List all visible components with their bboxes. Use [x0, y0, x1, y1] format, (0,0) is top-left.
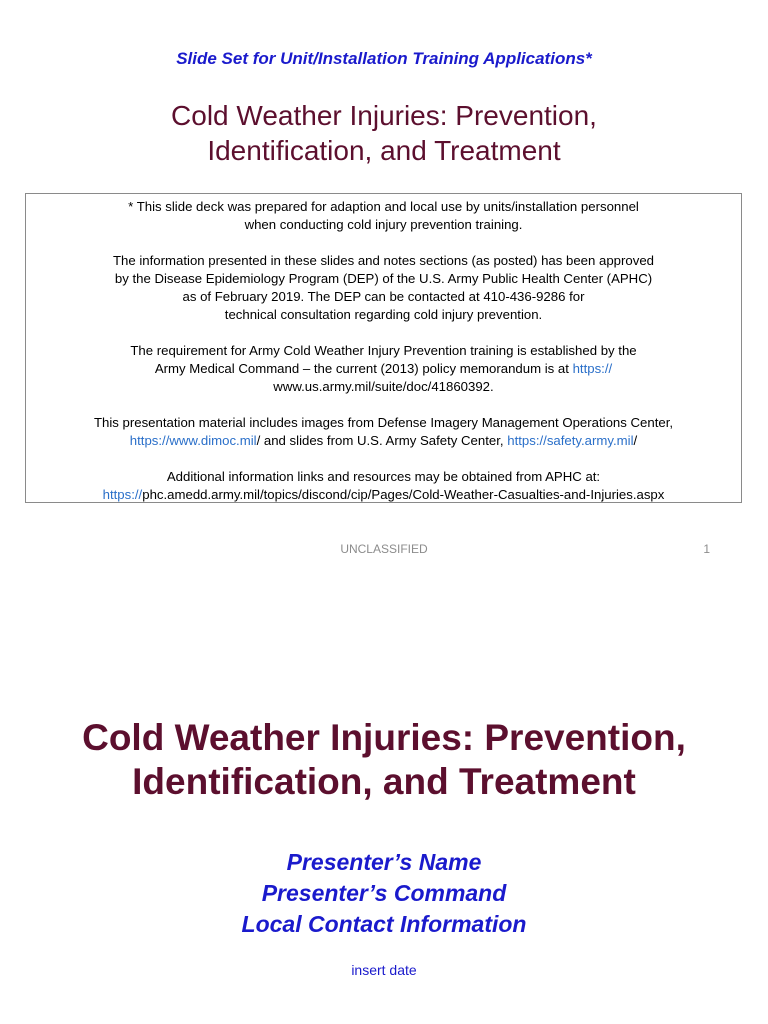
notice-paragraph-3 — [26, 342, 741, 396]
notice-text: by the Disease Epidemiology Program (DEP) of the U.S. Army Public Health Center (APHC) — [114, 271, 653, 286]
notice-text: * This slide deck was prepared for adaption and local use by units/installation personnel — [128, 199, 639, 214]
classification-label: UNCLASSIFIED — [340, 542, 428, 556]
notice-text: technical consultation regarding cold injury prevention. — [224, 307, 543, 322]
presenter-block — [0, 847, 768, 940]
notice-text: as of February 2019. The DEP can be contacted at 410-436-9286 for — [182, 289, 585, 304]
slide1-title-line2: Identification, and Treatment — [207, 135, 561, 166]
page-number: 1 — [703, 542, 710, 556]
safety-army-link[interactable]: https://safety.army.mil — [507, 433, 634, 448]
dimoc-link[interactable]: https://www.dimoc.mil — [129, 433, 257, 448]
notice-text: / — [633, 433, 638, 448]
notice-paragraph-4 — [26, 414, 741, 450]
local-contact: Local Contact Information — [241, 911, 527, 937]
slide1-title — [0, 98, 768, 168]
notice-text: This presentation material includes images from Defense Imagery Management Operations Center, — [93, 415, 674, 430]
notice-text: The information presented in these slides and notes sections (as posted) has been approved — [112, 253, 655, 268]
notice-text: The requirement for Army Cold Weather Injury Prevention training is established by the — [130, 343, 637, 358]
slide2-title-line2: Identification, and Treatment — [132, 761, 636, 802]
aphc-link-prefix[interactable]: https:// — [102, 487, 143, 502]
presenter-command: Presenter’s Command — [261, 880, 507, 906]
slide1-title-line1: Cold Weather Injuries: Prevention, — [171, 100, 597, 131]
notice-paragraph-5 — [26, 468, 741, 504]
aphc-link-path: phc.amedd.army.mil/topics/discond/cip/Pages/Cold-Weather-Casualties-and-Injuries.aspx — [142, 487, 665, 502]
notice-paragraph-1 — [26, 198, 741, 234]
policy-memo-link[interactable]: https:// — [572, 361, 613, 376]
slide2-title-line1: Cold Weather Injuries: Prevention, — [82, 717, 686, 758]
slide-set-header: Slide Set for Unit/Installation Training Applications* — [176, 49, 592, 68]
notice-text: when conducting cold injury prevention training. — [244, 217, 523, 232]
presenter-name: Presenter’s Name — [286, 849, 482, 875]
notice-text: / and slides from U.S. Army Safety Center, — [256, 433, 508, 448]
notice-text: Additional information links and resources may be obtained from APHC at: — [166, 469, 601, 484]
insert-date: insert date — [351, 962, 417, 978]
notice-paragraph-2 — [26, 252, 741, 324]
slide2-title — [0, 716, 768, 804]
notice-text: Army Medical Command – the current (2013) policy memorandum is at — [154, 361, 573, 376]
notice-box — [25, 193, 742, 503]
notice-text: www.us.army.mil/suite/doc/41860392. — [273, 379, 494, 394]
